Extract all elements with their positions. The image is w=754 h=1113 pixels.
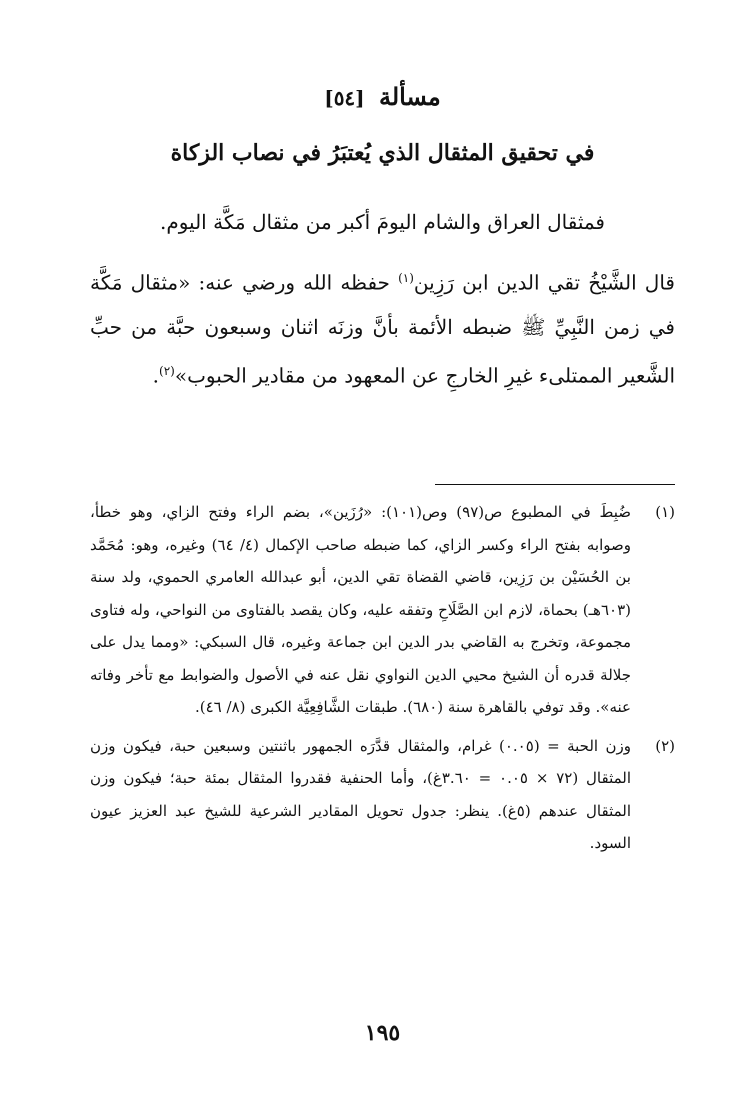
footnote-number: (١) [655, 503, 675, 521]
lead-paragraph: فمثقال العراق والشام اليومَ أكبر من مثقال مَكَّة اليوم. [159, 210, 605, 234]
footnote-divider [435, 484, 675, 485]
page-number: ١٩٥ [364, 1020, 401, 1046]
footnote-ref-1[interactable]: (١) [398, 271, 414, 285]
paragraph-start: قال الشَّيْخُ تقي الدين ابن رَزِين [413, 270, 675, 295]
footnote-text: وزن الحبة = (٠.٠٥) غرام، والمثقال قدَّرَه الجمهور باثنتين وسبعين حبة، فيكون وزن المثقال (٧٢ × ٠.٠٥ = ٣.٦٠غ)، وأما الحنفية فقدروا المثقال بمئة حبة؛ فيكون وزن المثقال عندهم (٥غ). ينظر: جدول تحويل المقادير الشرعية للشيخ عبد العزيز عيون السود. [90, 736, 632, 852]
footnotes [90, 496, 675, 866]
issue-number: [٥٤] [324, 86, 365, 110]
section-subtitle: في تحقيق المثقال الذي يُعتبَرُ في نصاب الزكاة [170, 140, 595, 166]
quote-paragraph [90, 256, 675, 397]
footnote-1 [90, 496, 675, 724]
main-text [90, 200, 675, 397]
footnote-text: ضُبِطَ في المطبوع ص(٩٧) وص(١٠١): «رُزَين»، بضم الراء وفتح الزاي، وهو خطأ، وصوابه بفتح الراء وكسر الزاي، كما ضبطه صاحب الإكمال (٤/ ٦٤) وغيره، وهو: مُحَمَّد بن الحُسَيْن بن رَزِين، قاضي القضاة تقي الدين، أبو عبدالله العامري الحموي، ولد سنة (٦٠٣هـ) بحماة، لازم ابن الصَّلَاحِ وتفقه عليه، وكان يقصد بالفتاوى من النواحي، وله فتاوى مجموعة، وتخرج به القاضي بدر الدين ابن جماعة وغيره، قال السبكي: «ومما يدل على جلالة قدره أن الشيخ محيي الدين النواوي نقل عنه في الأصول والضوابط مع تأخر وفاته عنه». وقد توفي بالقاهرة سنة (٦٨٠). طبقات الشَّافِعِيَّة الكبرى (٨/ ٤٦). [90, 503, 632, 716]
issue-heading [90, 82, 675, 111]
heading-title: مسألة [379, 82, 441, 111]
footnote-number: (٢) [655, 736, 675, 755]
paragraph-end: . [152, 363, 159, 388]
book-page [90, 0, 675, 1113]
paragraph-body: حفظه الله ورضي عنه: «مثقال مَكَّة في زمن النَّبِيِّ ﷺ ضبطه الأئمة بأنَّ وزنَه اثنان وسبعون حبَّة من حبِّ الشَّعير الممتلىء غيرِ الخارجِ عن المعهود من مقادير الحبوب» [90, 270, 675, 388]
footnote-2 [90, 730, 675, 860]
footnote-ref-2[interactable]: (٢) [159, 363, 175, 378]
